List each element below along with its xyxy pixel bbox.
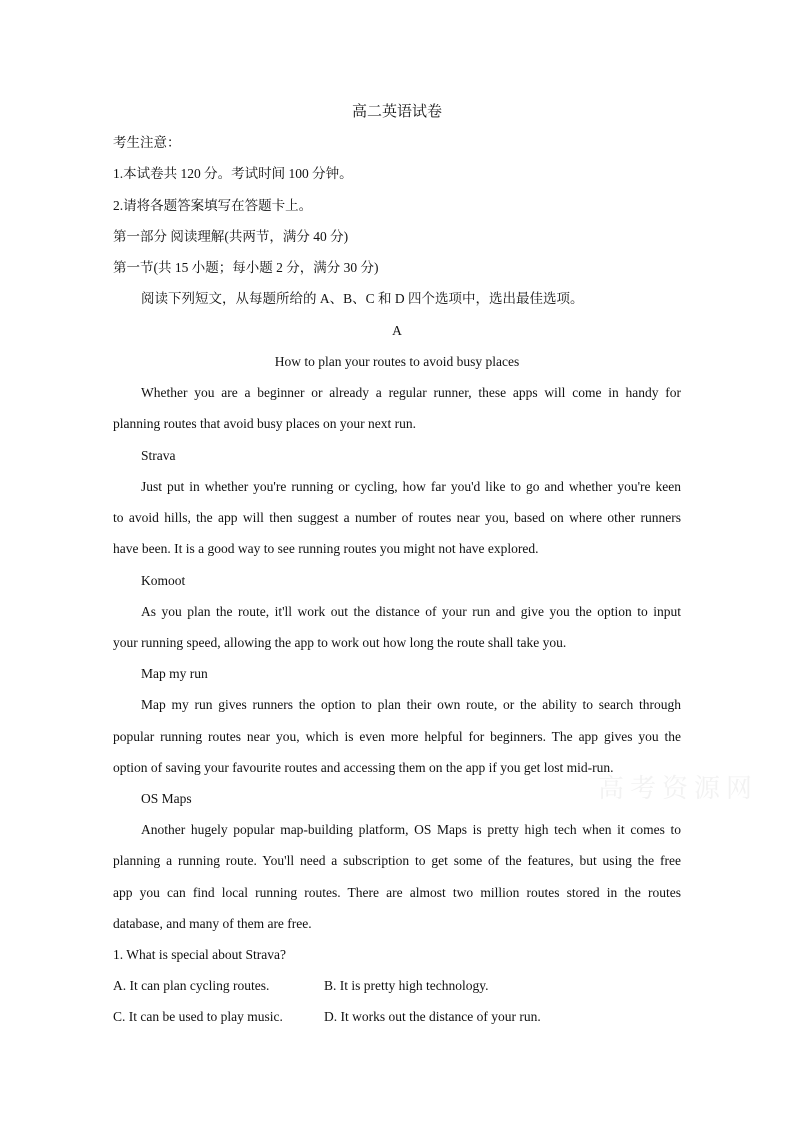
strava-line: have been. It is a good way to see running routes you might not have explored. <box>113 541 539 556</box>
passage-title: How to plan your routes to avoid busy places <box>274 354 520 369</box>
os-maps-line: database, and many of them are free. <box>113 916 312 931</box>
os-maps-line: Another hugely popular map-building platform, OS Maps is pretty high tech when it comes to <box>141 822 681 837</box>
passage-label: A <box>392 323 402 338</box>
exam-title: 高二英语试卷 <box>351 104 442 120</box>
note-2: 2.请将各题答案填写在答题卡上。 <box>113 198 313 213</box>
app-heading-strava: Strava <box>141 448 176 463</box>
note-1: 1.本试卷共 120 分。考试时间 100 分钟。 <box>113 166 353 181</box>
intro-line: planning routes that avoid busy places on your next run. <box>113 416 416 431</box>
notice-heading: 考生注意： <box>113 135 181 150</box>
intro-line: Whether you are a beginner or already a regular runner, these apps will come in handy for <box>141 385 681 400</box>
strava-line: Just put in whether you're running or cycling, how far you'd like to go and whether you're keen <box>141 479 681 494</box>
option-b: B. It is pretty high technology. <box>324 978 489 993</box>
map-my-run-line: popular running routes near you, which is even more helpful for beginners. The app gives you the <box>113 729 681 744</box>
komoot-line: your running speed, allowing the app to work out how long the route shall take you. <box>113 635 567 650</box>
app-heading-komoot: Komoot <box>141 573 186 588</box>
app-heading-map-my-run: Map my run <box>141 666 208 681</box>
strava-line: to avoid hills, the app will then suggest a number of routes near you, based on where other runners <box>113 510 681 525</box>
option-a: A. It can plan cycling routes. <box>113 978 270 993</box>
question-stem: 1. What is special about Strava? <box>113 947 286 962</box>
os-maps-line: planning a running route. You'll need a subscription to get some of the features, but using the free <box>113 853 681 868</box>
map-my-run-line: Map my run gives runners the option to plan their own route, or the ability to search through <box>141 697 681 712</box>
watermark: 高考资源网 <box>598 774 759 804</box>
map-my-run-line: option of saving your favourite routes and accessing them on the app if you get lost mid-run. <box>113 760 614 775</box>
os-maps-line: app you can find local running routes. There are almost two million routes stored in the routes <box>113 885 681 900</box>
komoot-line: As you plan the route, it'll work out the distance of your run and give you the option to input <box>141 604 681 619</box>
instruction: 阅读下列短文，从每题所给的 A、B、C 和 D 四个选项中，选出最佳选项。 <box>141 291 584 306</box>
part-1-heading: 第一部分 阅读理解(共两节，满分 40 分) <box>113 229 349 244</box>
option-d: D. It works out the distance of your run. <box>324 1009 541 1024</box>
option-c: C. It can be used to play music. <box>113 1009 283 1024</box>
app-heading-os-maps: OS Maps <box>141 791 192 806</box>
section-1-heading: 第一节(共 15 小题；每小题 2 分，满分 30 分) <box>113 260 379 275</box>
